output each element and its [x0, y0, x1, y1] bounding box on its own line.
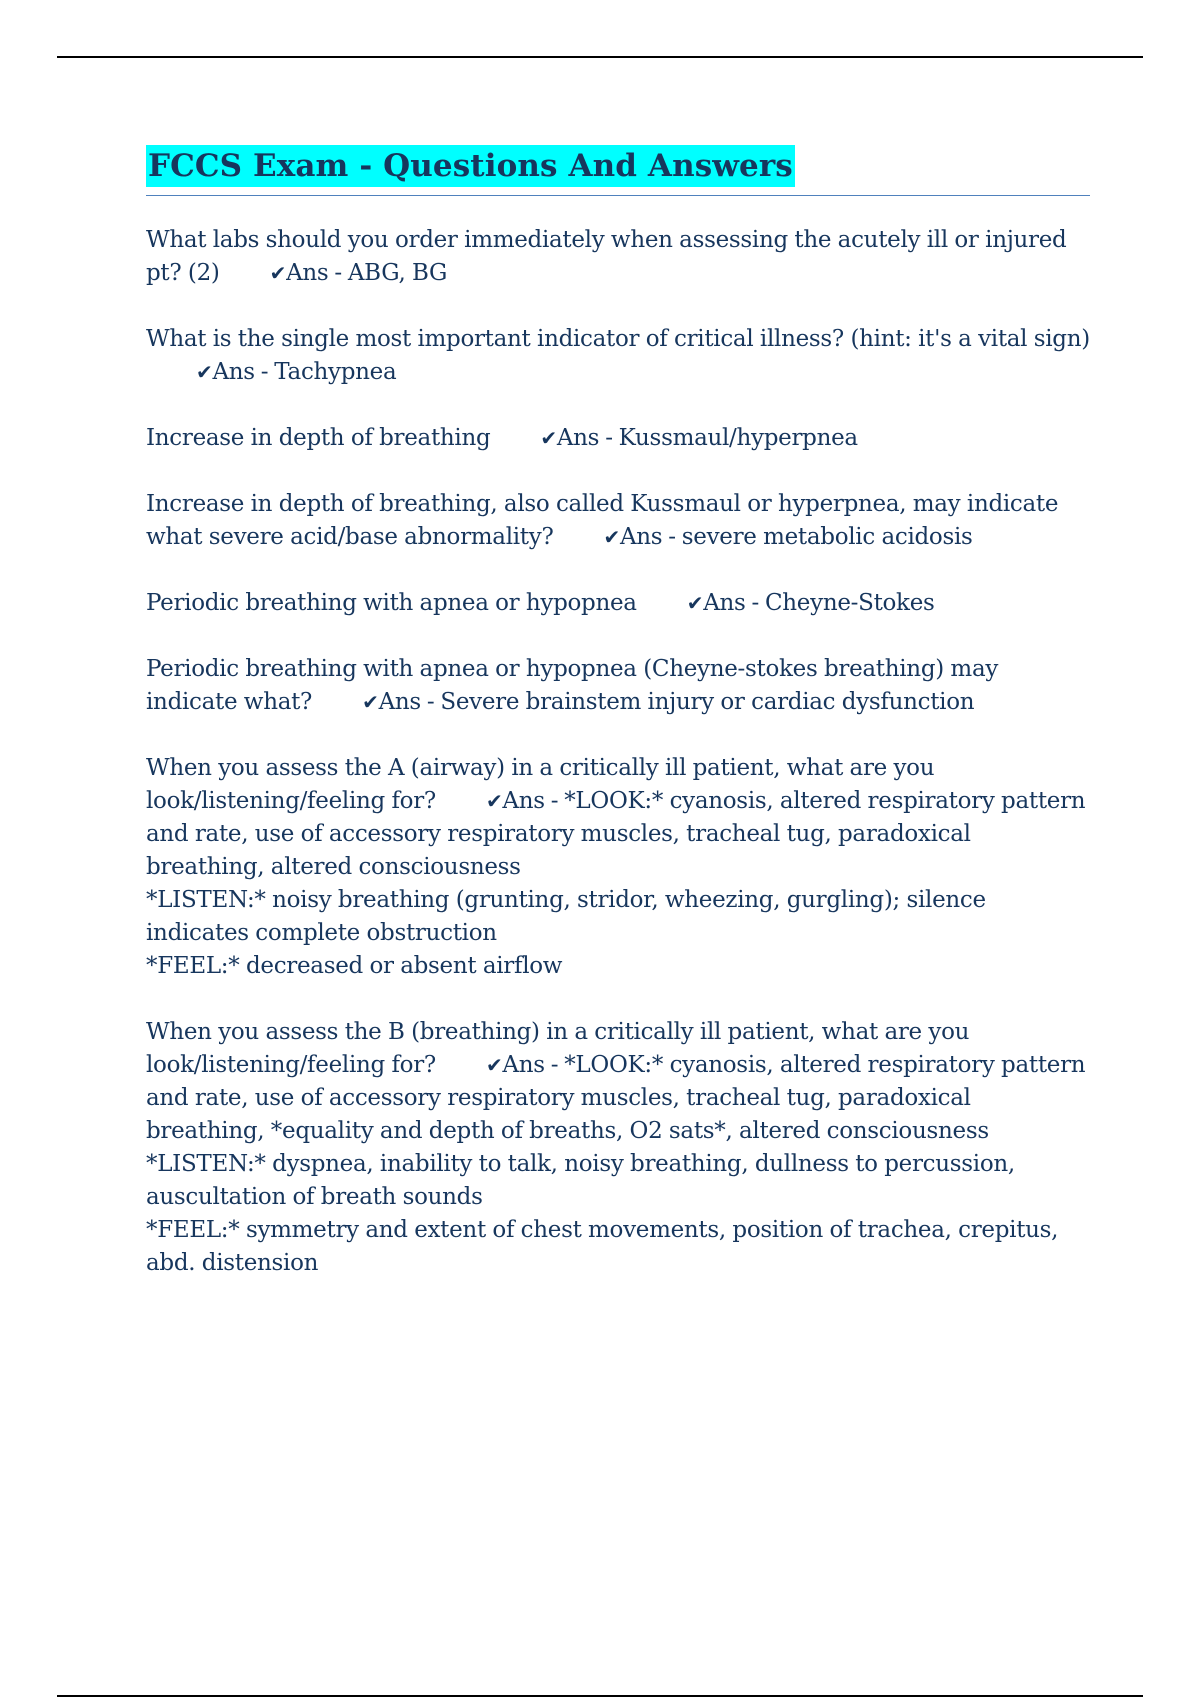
answer-extra-line: *FEEL:* decreased or absent airflow: [146, 953, 563, 979]
ans-label: Ans: [502, 788, 545, 814]
answer-text: Cheyne-Stokes: [765, 590, 935, 616]
answer-text: Kussmaul/hyperpnea: [618, 425, 858, 451]
header-rule: [57, 56, 1143, 58]
answer-extra-line: *LISTEN:* dyspnea, inability to talk, noisy breathing, dullness to percussion, auscultation of breath sounds: [146, 1151, 1015, 1210]
answer-text: Severe brainstem injury or cardiac dysfunction: [440, 689, 975, 715]
question-text: Periodic breathing with apnea or hypopnea (Cheyne-stokes breathing) may indicate what?: [146, 656, 999, 715]
title-block: [146, 145, 1090, 196]
ans-separator: -: [751, 590, 759, 616]
ans-label: Ans: [502, 1052, 545, 1078]
answer-extra-line: *FEEL:* symmetry and extent of chest movements, position of trachea, crepitus, abd. distension: [146, 1217, 1059, 1276]
ans-separator: -: [426, 689, 435, 715]
answer-extra-line: *LISTEN:* noisy breathing (grunting, stridor, wheezing, gurgling); silence indicates complete obstruction: [146, 887, 986, 946]
answer-text: Tachypnea: [274, 359, 397, 385]
question-text: Increase in depth of breathing: [146, 425, 491, 451]
qa-item: [146, 422, 1090, 455]
check-mark-icon: ✔: [269, 261, 287, 285]
answer-text: severe metabolic acidosis: [681, 524, 973, 550]
ans-label: Ans: [619, 524, 663, 550]
question-text: When you assess the B (breathing) in a critically ill patient, what are you look/listening/feeling for?: [146, 1019, 970, 1078]
answer-text: *LOOK:* cyanosis, altered respiratory pattern and rate, use of accessory respiratory muscles, tracheal tug, paradoxical breathing, altered consciousness: [146, 788, 1086, 880]
ans-label: Ans: [556, 425, 600, 451]
check-mark-icon: ✔: [540, 426, 557, 450]
answer-text: *LOOK:* cyanosis, altered respiratory pattern and rate, use of accessory respiratory muscles, tracheal tug, paradoxical breathing, *equality and depth of breaths, O2 sats*, altered consciousness: [146, 1052, 1086, 1144]
question-text: What labs should you order immediately when assessing the acutely ill or injured pt? (2): [146, 227, 1067, 286]
ans-separator: -: [605, 425, 613, 451]
ans-label: Ans: [286, 260, 329, 286]
ans-label: Ans: [378, 689, 421, 715]
check-mark-icon: ✔: [196, 360, 213, 384]
qa-item: [146, 488, 1090, 554]
check-mark-icon: ✔: [485, 1053, 503, 1077]
qa-item: [146, 224, 1090, 290]
qa-item: [146, 323, 1090, 389]
question-text: When you assess the A (airway) in a critically ill patient, what are you look/listening/feeling for?: [146, 755, 935, 814]
ans-separator: -: [260, 359, 269, 385]
question-text: What is the single most important indicator of critical illness? (hint: it's a vital sign): [146, 326, 1090, 352]
check-mark-icon: ✔: [362, 690, 379, 714]
qa-item: [146, 587, 1090, 620]
qa-item: [146, 653, 1090, 719]
check-mark-icon: ✔: [603, 525, 620, 549]
ans-separator: -: [550, 788, 559, 814]
ans-label: Ans: [212, 359, 255, 385]
ans-separator: -: [668, 524, 676, 550]
ans-separator: -: [334, 260, 342, 286]
answer-text: ABG, BG: [347, 260, 448, 286]
check-mark-icon: ✔: [686, 591, 704, 615]
document-body: [146, 145, 1090, 1313]
ans-label: Ans: [703, 590, 746, 616]
page-title: FCCS Exam - Questions And Answers: [146, 145, 795, 187]
question-text: Increase in depth of breathing, also called Kussmaul or hyperpnea, may indicate what severe acid/base abnormality?: [146, 491, 1059, 550]
footer-rule: [57, 1695, 1143, 1697]
check-mark-icon: ✔: [485, 789, 503, 813]
qa-item: [146, 1016, 1090, 1280]
question-text: Periodic breathing with apnea or hypopnea: [146, 590, 637, 616]
qa-item: [146, 752, 1090, 983]
qa-list: [146, 224, 1090, 1280]
ans-separator: -: [550, 1052, 559, 1078]
